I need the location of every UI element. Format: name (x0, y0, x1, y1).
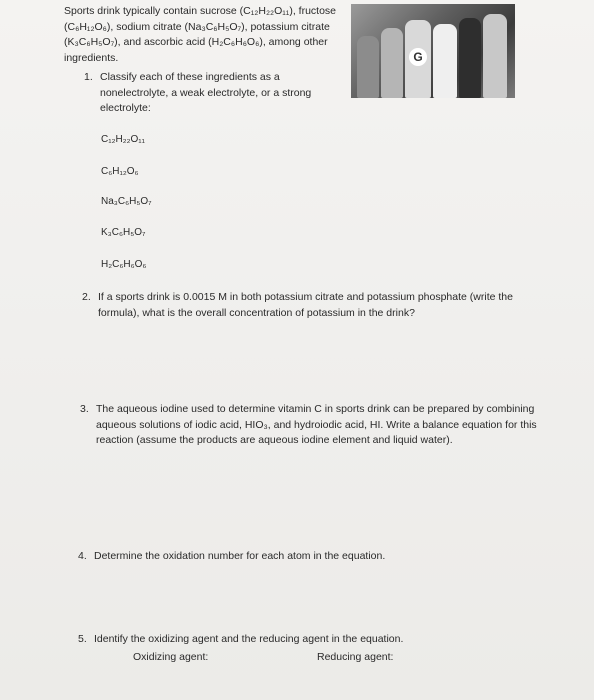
answer-labels (133, 651, 433, 667)
formula-potassium-citrate: K₃C₆H₅O₇ (101, 227, 146, 238)
oxidizing-agent-label: Oxidizing agent: (133, 651, 209, 663)
question-number: 1. (84, 71, 93, 83)
question-text: The aqueous iodine used to determine vitamin C in sports drink can be prepared by combining aqueous solutions of iodic acid, HIO₃, and hydroiodic acid, HI. Write a balance equation for this reaction (assume the products are aqueous iodine element and liquid water). (96, 403, 537, 446)
question-5 (78, 632, 538, 648)
formula-sodium-citrate: Na₃C₆H₅O₇ (101, 196, 152, 207)
question-number: 4. (78, 550, 87, 562)
intro-paragraph: Sports drink typically contain sucrose (C₁₂H₂₂O₁₁), fructose (C₆H₁₂O₆), sodium citrate (Na₃C₆H₅O₇), potassium citrate (K₃C₆H₅O₇), and ascorbic acid (H₂C₆H₆O₆), among other ingredients. (64, 5, 337, 64)
bottle-shape (381, 28, 403, 98)
bottle-shape (483, 14, 507, 98)
formula-sucrose: C₁₂H₂₂O₁₁ (101, 134, 145, 145)
question-text: Classify each of these ingredients as a nonelectrolyte, a weak electrolyte, or a strong electrolyte: (100, 71, 312, 114)
question-4 (78, 549, 538, 565)
question-number: 5. (78, 633, 87, 645)
bottle-shape (357, 36, 379, 98)
question-number: 3. (80, 403, 89, 415)
question-text: Identify the oxidizing agent and the reducing agent in the equation. (94, 633, 404, 645)
sports-drinks-photo (351, 4, 515, 98)
formula-fructose: C₆H₁₂O₆ (101, 166, 139, 177)
formula-ascorbic-acid: H₂C₆H₆O₆ (101, 259, 147, 270)
brand-logo: G (409, 48, 427, 66)
question-1 (84, 70, 336, 117)
question-3 (80, 402, 540, 449)
bottle-shape (459, 18, 481, 98)
question-text: Determine the oxidation number for each atom in the equation. (94, 550, 386, 562)
reducing-agent-label: Reducing agent: (317, 651, 394, 663)
question-text: If a sports drink is 0.0015 M in both potassium citrate and potassium phosphate (write the formula), what is the overall concentration of potassium in the drink? (98, 291, 513, 319)
question-2 (82, 290, 532, 321)
question-number: 2. (82, 291, 91, 303)
bottle-shape (433, 24, 457, 98)
